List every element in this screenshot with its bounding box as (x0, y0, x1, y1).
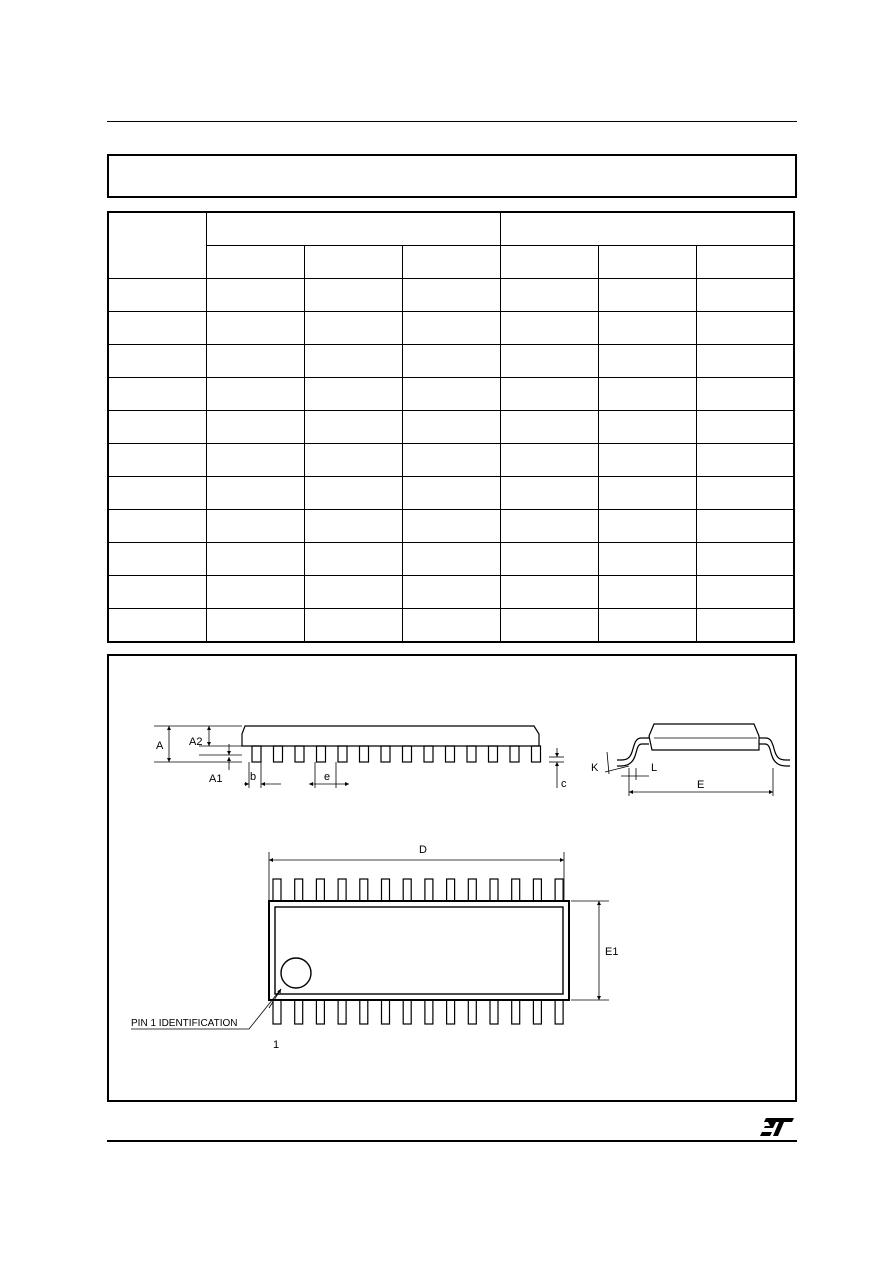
table-cell (206, 444, 304, 477)
table-cell (206, 609, 304, 643)
table-header-cell (206, 246, 304, 279)
bottom-lead (512, 1000, 520, 1024)
table-row (108, 543, 794, 576)
table-cell (304, 312, 402, 345)
table-cell (696, 312, 794, 345)
top-lead (512, 879, 520, 901)
top-view (131, 852, 609, 1029)
table-cell (402, 510, 500, 543)
top-lead (425, 879, 433, 901)
side-lead (424, 746, 433, 762)
table-cell (206, 411, 304, 444)
package-drawing-svg (109, 656, 795, 1100)
table-cell (598, 378, 696, 411)
top-lead (316, 879, 324, 901)
table-cell (598, 279, 696, 312)
bottom-lead (273, 1000, 281, 1024)
table-header-cell (500, 246, 598, 279)
side-lead (338, 746, 347, 762)
side-lead (532, 746, 541, 762)
side-lead (489, 746, 498, 762)
table-cell (598, 510, 696, 543)
table-cell (108, 576, 206, 609)
table-header-cell (402, 246, 500, 279)
footer-rule (107, 1140, 797, 1142)
table-row (108, 576, 794, 609)
table-cell (304, 444, 402, 477)
table-cell (206, 543, 304, 576)
table-header-cell (304, 246, 402, 279)
table-cell (598, 411, 696, 444)
label-b: b (250, 771, 257, 783)
table-cell (500, 378, 598, 411)
table-cell (108, 477, 206, 510)
table-cell (108, 543, 206, 576)
table-cell (304, 543, 402, 576)
table-header-row (108, 212, 794, 246)
table-cell (206, 510, 304, 543)
top-lead (360, 879, 368, 901)
top-lead (273, 879, 281, 901)
table-row (108, 279, 794, 312)
label-c: c (561, 778, 567, 790)
table-cell (108, 411, 206, 444)
top-lead (338, 879, 346, 901)
table-cell (598, 345, 696, 378)
table-cell (108, 444, 206, 477)
table-cell (598, 576, 696, 609)
table-cell (402, 378, 500, 411)
table-cell (500, 576, 598, 609)
side-lead (274, 746, 283, 762)
label-a2: A2 (189, 736, 203, 748)
label-e-width: E (697, 779, 705, 791)
table-cell (500, 345, 598, 378)
bottom-lead (295, 1000, 303, 1024)
table-cell (696, 609, 794, 643)
top-lead (447, 879, 455, 901)
side-lead (295, 746, 304, 762)
table-cell (304, 279, 402, 312)
table-cell (598, 609, 696, 643)
bottom-lead (338, 1000, 346, 1024)
table-row (108, 345, 794, 378)
table-cell (402, 279, 500, 312)
label-e: e (324, 771, 331, 783)
table-cell (206, 477, 304, 510)
table-cell (206, 345, 304, 378)
label-e1: E1 (605, 946, 619, 958)
table-row (108, 312, 794, 345)
table-cell (598, 312, 696, 345)
bottom-lead (447, 1000, 455, 1024)
bottom-lead (468, 1000, 476, 1024)
table-cell (500, 444, 598, 477)
st-logo-icon (760, 1116, 796, 1138)
side-lead (403, 746, 412, 762)
bottom-lead (360, 1000, 368, 1024)
dimension-table (107, 211, 795, 643)
bottom-lead (555, 1000, 563, 1024)
table-subheader-row (108, 246, 794, 279)
table-cell (598, 477, 696, 510)
table-cell (696, 378, 794, 411)
table-cell (206, 378, 304, 411)
table-cell (696, 543, 794, 576)
table-cell (108, 279, 206, 312)
table-cell (500, 279, 598, 312)
table-cell (304, 378, 402, 411)
table-cell (696, 576, 794, 609)
table-header-cell (108, 212, 206, 279)
table-cell (696, 279, 794, 312)
table-cell (696, 444, 794, 477)
header-rule (107, 121, 797, 122)
table-cell (402, 345, 500, 378)
pin1-number: 1 (273, 1039, 280, 1051)
table-cell (500, 411, 598, 444)
table-cell (108, 609, 206, 643)
table-cell (696, 510, 794, 543)
side-lead (252, 746, 261, 762)
table-row (108, 378, 794, 411)
table-cell (500, 477, 598, 510)
side-lead (446, 746, 455, 762)
table-header-cell (598, 246, 696, 279)
bottom-lead (382, 1000, 390, 1024)
table-cell (108, 312, 206, 345)
table-row (108, 510, 794, 543)
table-cell (500, 312, 598, 345)
table-cell (206, 279, 304, 312)
label-k: K (591, 762, 599, 774)
table-cell (304, 411, 402, 444)
table-cell (500, 543, 598, 576)
top-lead (555, 879, 563, 901)
label-a1: A1 (209, 773, 223, 785)
top-lead (533, 879, 541, 901)
table-cell (108, 345, 206, 378)
table-cell (206, 576, 304, 609)
bottom-lead (533, 1000, 541, 1024)
top-lead (382, 879, 390, 901)
side-lead (467, 746, 476, 762)
table-header-cell (206, 212, 500, 246)
table-cell (402, 444, 500, 477)
top-lead (295, 879, 303, 901)
bottom-lead (425, 1000, 433, 1024)
table-cell (304, 576, 402, 609)
table-cell (304, 510, 402, 543)
package-drawing (107, 654, 797, 1102)
table-cell (696, 345, 794, 378)
side-lead (381, 746, 390, 762)
table-cell (304, 609, 402, 643)
table-cell (402, 477, 500, 510)
side-lead (510, 746, 519, 762)
table-cell (500, 609, 598, 643)
table-row (108, 609, 794, 643)
label-a: A (156, 740, 164, 752)
table-cell (402, 543, 500, 576)
label-d: D (419, 844, 427, 856)
table-cell (696, 411, 794, 444)
table-cell (402, 411, 500, 444)
top-lead (403, 879, 411, 901)
table-cell (108, 378, 206, 411)
bottom-lead (490, 1000, 498, 1024)
table-cell (206, 312, 304, 345)
table-row (108, 477, 794, 510)
table-cell (402, 576, 500, 609)
table-cell (304, 345, 402, 378)
table-row (108, 411, 794, 444)
bottom-lead (403, 1000, 411, 1024)
top-lead (468, 879, 476, 901)
label-l: L (651, 762, 658, 774)
table-cell (402, 312, 500, 345)
table-cell (598, 444, 696, 477)
side-lead (360, 746, 369, 762)
table-title-box (107, 154, 797, 198)
bottom-lead (316, 1000, 324, 1024)
side-lead (317, 746, 326, 762)
table-cell (696, 477, 794, 510)
table-cell (598, 543, 696, 576)
table-header-cell (696, 246, 794, 279)
table-cell (402, 609, 500, 643)
table-cell (304, 477, 402, 510)
table-cell (108, 510, 206, 543)
table-header-cell (500, 212, 794, 246)
top-lead (490, 879, 498, 901)
table-cell (500, 510, 598, 543)
table-row (108, 444, 794, 477)
pin1-identification-label: PIN 1 IDENTIFICATION (131, 1018, 238, 1029)
